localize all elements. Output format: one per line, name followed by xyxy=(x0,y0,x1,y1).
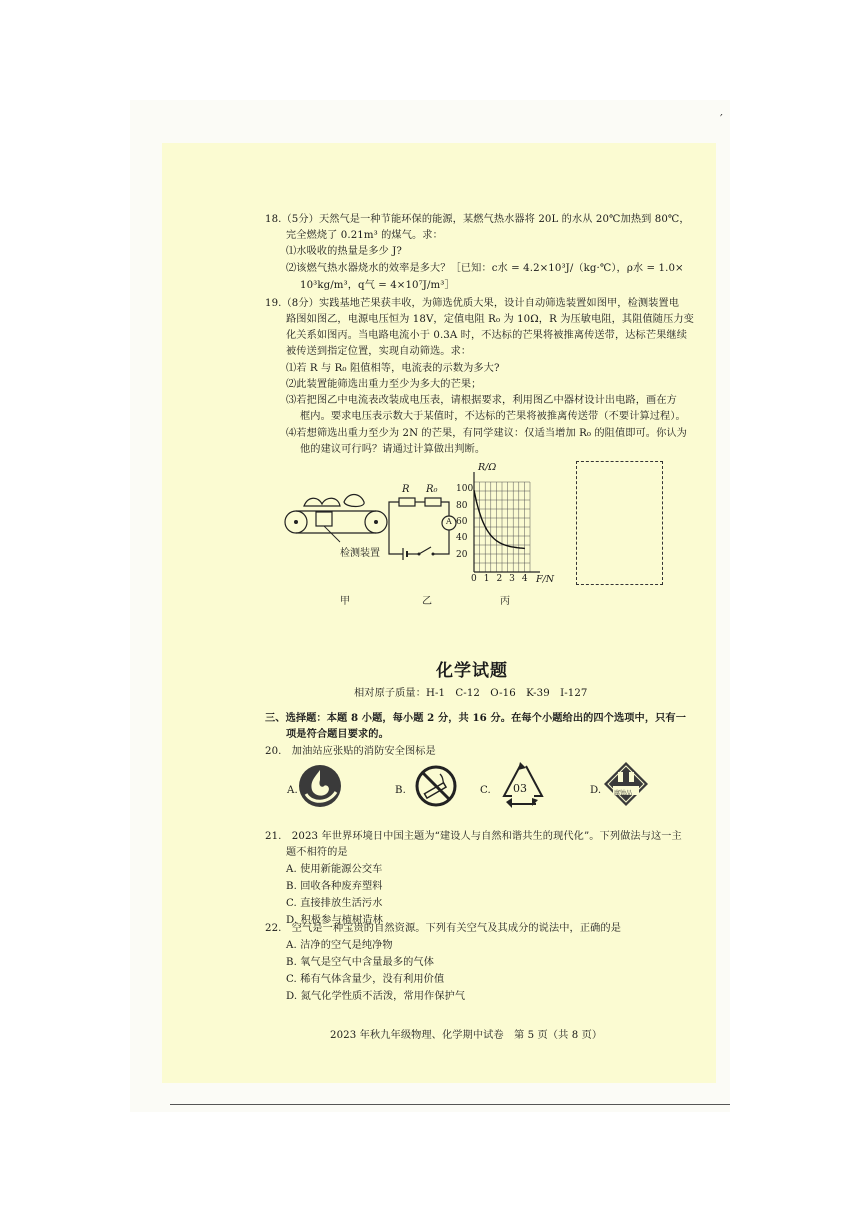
option-b-label: B. xyxy=(395,785,406,796)
label-R0: R₀ xyxy=(426,484,438,495)
q21-option-b: B. 回收各种废弃塑料 xyxy=(286,881,383,892)
q18-line2: 完全燃烧了 0.21m³ 的煤气。求： xyxy=(286,230,443,241)
graph-curve xyxy=(474,490,525,548)
figure-label-bing: 丙 xyxy=(500,596,510,607)
answer-box[interactable] xyxy=(576,461,663,585)
q19-sub4b: 他的建议可行吗？请通过计算做出判断。 xyxy=(300,444,486,455)
q19-line2: 路图如图乙，电源电压恒为 18V，定值电阻 R₀ 为 10Ω，R 为压敏电阻，其阻值随压力变 xyxy=(286,314,694,325)
q19-line4: 被传送到指定位置，实现自动筛选。求： xyxy=(286,346,472,357)
q19-line3: 化关系如图丙。当电路电流小于 0.3A 时，不达标的芒果将被推离传送带，达标芒果继续 xyxy=(286,330,687,341)
graph-ytick-label: 20 xyxy=(456,549,468,560)
q22-option-c: C. 稀有气体含量少，没有利用价值 xyxy=(286,974,445,985)
wire-right xyxy=(441,502,449,516)
q21-option-a: A. 使用新能源公交车 xyxy=(286,864,383,875)
corrosive-sign-text: 腐蚀品 xyxy=(614,790,633,797)
graph-xtick-label: 3 xyxy=(509,574,515,584)
mango-shape xyxy=(304,498,340,506)
q22-option-d: D. 氮气化学性质不活泼，常用作保护气 xyxy=(286,991,466,1002)
graph-ytick-label: 40 xyxy=(456,533,468,544)
option-d-label: D. xyxy=(590,785,602,796)
roller-axle xyxy=(374,520,378,524)
q21-option-d: D. 积极参与植树造林 xyxy=(286,915,383,926)
no-smoking-icon[interactable] xyxy=(414,764,458,808)
label-R: R xyxy=(402,484,410,495)
page-edge-line xyxy=(170,1104,730,1105)
corrosive-sign-icon[interactable] xyxy=(602,760,650,808)
resistor-R xyxy=(399,498,415,506)
wire-bottom-right xyxy=(433,530,449,554)
switch-contact xyxy=(432,553,435,556)
ammeter-label: A xyxy=(446,517,452,526)
q19-sub1: ⑴若 R 与 R₀ 阻值相等，电流表的示数为多大? xyxy=(286,363,500,374)
resistor-R0 xyxy=(425,498,441,506)
figure-label-jia: 甲 xyxy=(340,596,350,607)
graph-xtick-label: 0 xyxy=(471,574,477,584)
recycle-code: 03 xyxy=(513,782,527,795)
q18-sub2a: ⑵该燃气热水器烧水的效率是多大？［已知：c水 = 4.2×10³J/（kg·℃），ρ水 = 1.0× xyxy=(286,263,684,274)
leader-line xyxy=(324,526,340,542)
graph-ytick-label: 80 xyxy=(456,500,468,511)
q22-option-a: A. 洁净的空气是纯净物 xyxy=(286,940,393,951)
figure-circuit xyxy=(385,492,468,564)
chemistry-title: 化学试题 xyxy=(436,661,508,681)
section3-line1: 三、选择题：本题 8 小题，每小题 2 分，共 16 分。在每个小题给出的四个选项中，只有一 xyxy=(265,712,686,724)
graph-ylabel: R/Ω xyxy=(478,462,497,473)
roller-axle xyxy=(294,520,298,524)
q18-sub1: ⑴水吸收的热量是多少 J? xyxy=(286,246,402,257)
figure-label-yi: 乙 xyxy=(422,596,432,607)
q19-sub2: ⑵此装置能筛选出重力至少为多大的芒果； xyxy=(286,379,482,390)
option-c-label: C. xyxy=(480,785,491,796)
device-label: 检测装置 xyxy=(340,548,380,559)
graph-ytick-label: 100 xyxy=(456,484,474,495)
graph-xlabel: F/N xyxy=(536,574,555,585)
q22-option-b: B. 氧气是空气中含量最多的气体 xyxy=(286,957,434,968)
q22-stem: 22. 空气是一种宝贵的自然资源。下列有关空气及其成分的说法中，正确的是 xyxy=(265,923,621,934)
graph-xtick-label: 2 xyxy=(496,574,503,584)
q21-line1: 21. 2023 年世界环境日中国主题为“建设人与自然和谐共生的现代化”。下列做法与这一主 xyxy=(265,831,682,842)
wire-left xyxy=(389,502,403,554)
atomic-mass-line: 相对原子质量：H-1 C-12 O-16 K-39 I-127 xyxy=(354,688,588,699)
detection-box xyxy=(316,512,332,526)
option-a-label: A. xyxy=(287,785,298,796)
graph-xtick-label: 1 xyxy=(483,574,490,584)
q19-sub4a: ⑷若想筛选出重力至少为 2N 的芒果，有同学建议：仅适当增加 R₀ 的阻值即可。你认为 xyxy=(286,428,687,439)
q19-line1: 19.（8分）实践基地芒果获丰收，为筛选优质大果，设计自动筛选装置如图甲，检测装置电 xyxy=(265,298,680,309)
flame-water-icon[interactable] xyxy=(298,764,342,808)
graph-ytick-label: 60 xyxy=(456,516,468,527)
q21-option-c: C. 直接排放生活污水 xyxy=(286,898,383,909)
graph-xtick-label: 4 xyxy=(521,574,528,584)
q18-sub2b: 10³kg/m³，q气 = 4×10⁷J/m³］ xyxy=(300,280,455,291)
q21-line2: 题不相符的是 xyxy=(286,847,348,858)
figure-rf-graph xyxy=(470,470,560,582)
scan-mark: ′ xyxy=(720,112,723,126)
q20-stem: 20. 加油站应张贴的消防安全图标是 xyxy=(265,746,436,757)
q19-sub3a: ⑶若把图乙中电流表改装成电压表，请根据要求，利用图乙中器材设计出电路，画在方 xyxy=(286,395,677,406)
q18-line1: 18.（5分）天然气是一种节能环保的能源，某燃气热水器将 20L 的水从 20℃加热到 80℃， xyxy=(265,214,690,225)
page-footer: 2023 年秋九年级物理、化学期中试卷 第 5 页（共 8 页） xyxy=(330,1030,603,1041)
switch-arm xyxy=(419,547,431,554)
mango-shape xyxy=(344,495,364,507)
section3-line2: 项是符合题目要求的。 xyxy=(286,728,389,740)
q19-sub3b: 框内。要求电压表示数大于某值时，不达标的芒果将被推离传送带（不要计算过程）。 xyxy=(300,411,686,422)
